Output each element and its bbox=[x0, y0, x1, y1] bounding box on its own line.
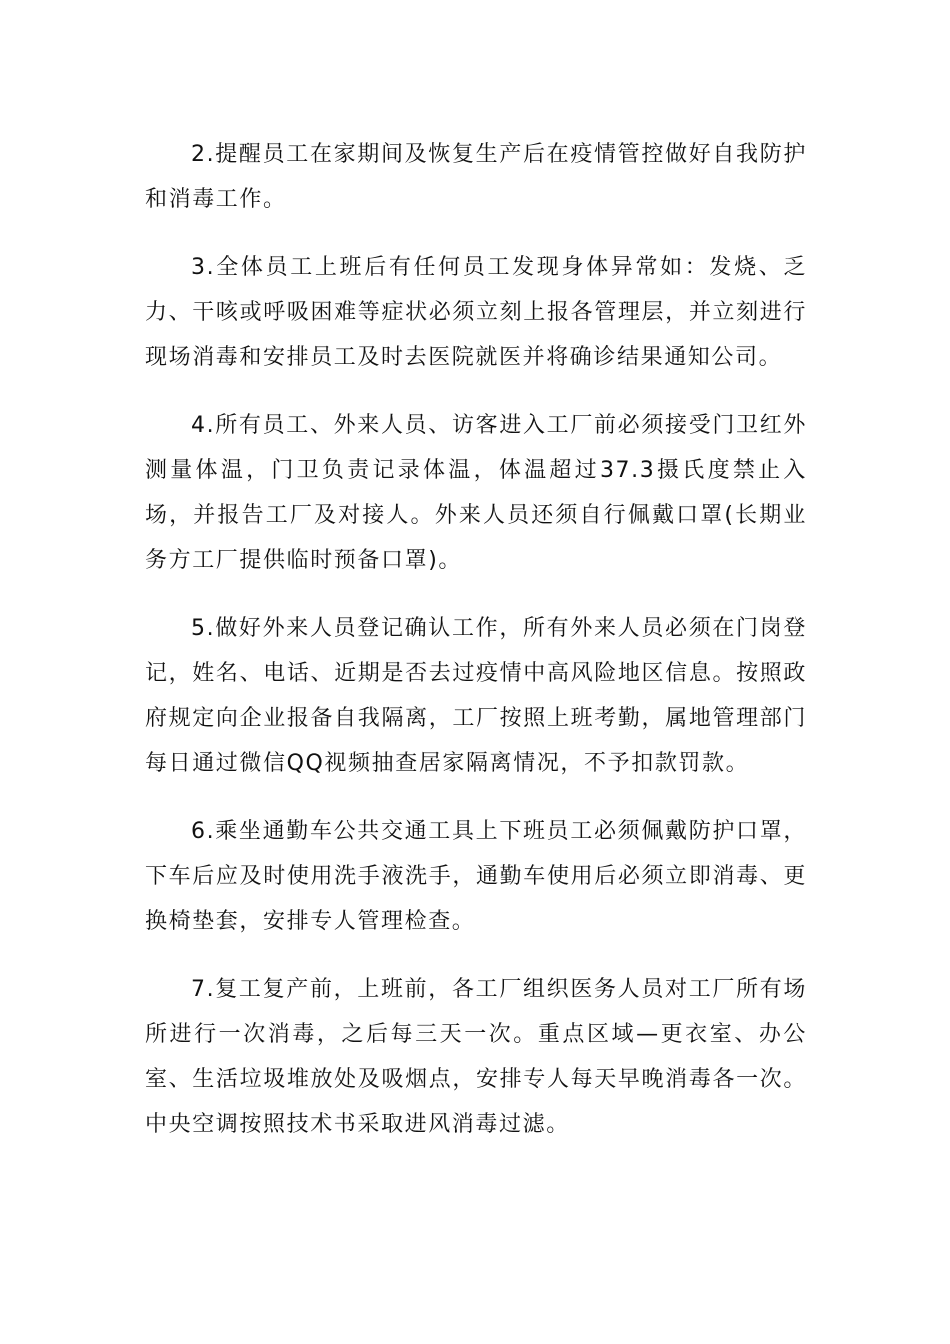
paragraph-item-4: 4.所有员工、外来人员、访客进入工厂前必须接受门卫红外测量体温，门卫负责记录体温，体温超过37.3摄氏度禁止入场，并报告工厂及对接人。外来人员还须自行佩戴口罩(长期业务方工厂提供临时预备口罩)。 bbox=[145, 413, 807, 573]
document-body bbox=[145, 132, 807, 1170]
paragraph-item-5: 5.做好外来人员登记确认工作，所有外来人员必须在门岗登记，姓名、电话、近期是否去过疫情中高风险地区信息。按照政府规定向企业报备自我隔离，工厂按照上班考勤，属地管理部门每日通过微信QQ视频抽查居家隔离情况，不予扣款罚款。 bbox=[145, 616, 807, 776]
paragraph-item-2: 2.提醒员工在家期间及恢复生产后在疫情管控做好自我防护和消毒工作。 bbox=[145, 142, 807, 212]
paragraph-item-3: 3.全体员工上班后有任何员工发现身体异常如：发烧、乏力、干咳或呼吸困难等症状必须立刻上报各管理层，并立刻进行现场消毒和安排员工及时去医院就医并将确诊结果通知公司。 bbox=[145, 255, 807, 370]
paragraph-item-7: 7.复工复产前，上班前，各工厂组织医务人员对工厂所有场所进行一次消毒，之后每三天一次。重点区域—更衣室、办公室、生活垃圾堆放处及吸烟点，安排专人每天早晚消毒各一次。中央空调按照技术书采取进风消毒过滤。 bbox=[145, 977, 807, 1137]
paragraph-item-6: 6.乘坐通勤车公共交通工具上下班员工必须佩戴防护口罩，下车后应及时使用洗手液洗手，通勤车使用后必须立即消毒、更换椅垫套，安排专人管理检查。 bbox=[145, 819, 807, 934]
